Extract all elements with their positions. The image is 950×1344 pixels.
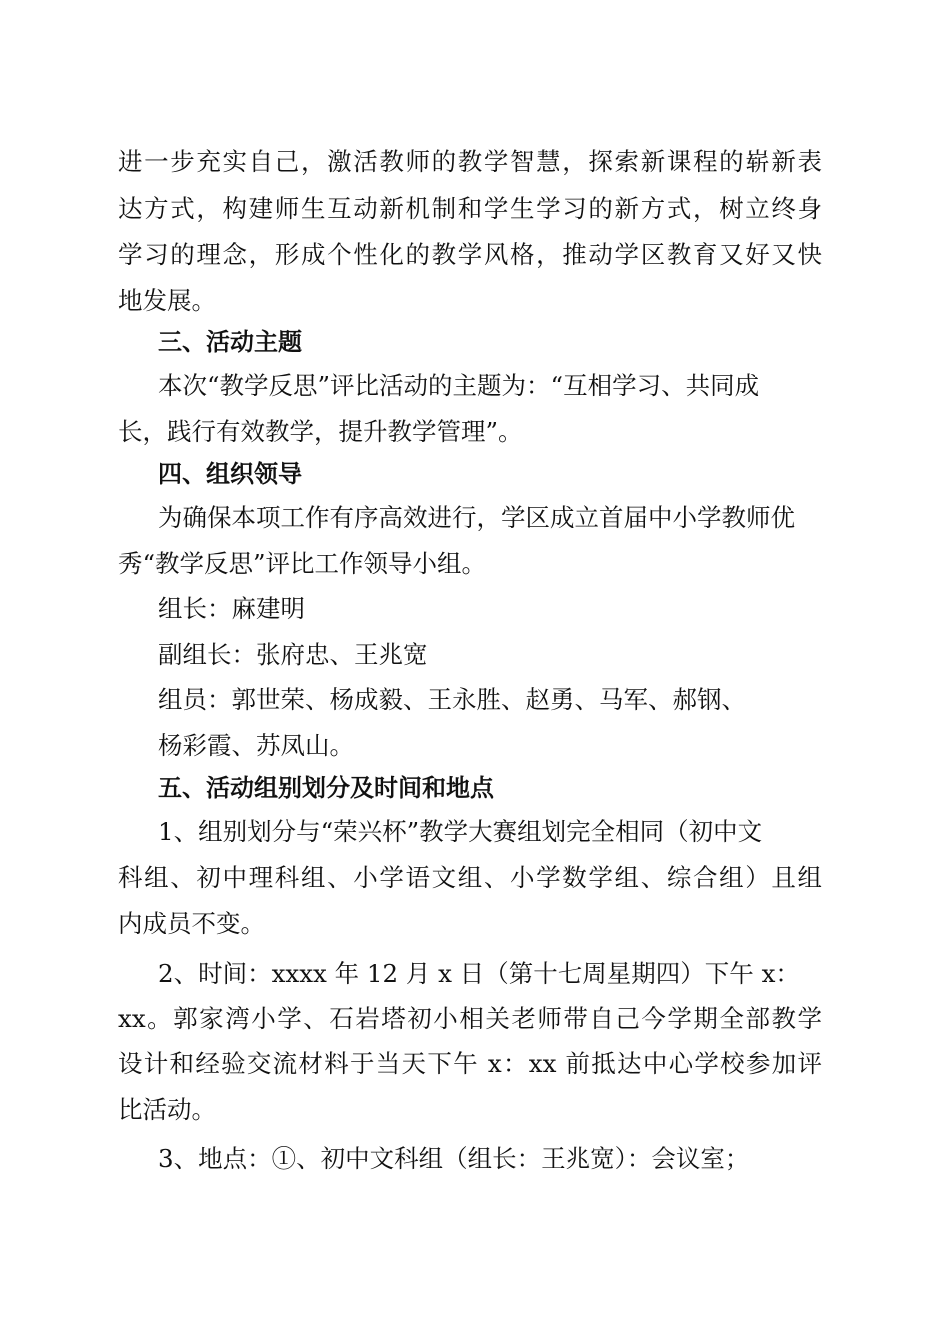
members-line-2: 杨彩霞、苏凤山。: [158, 731, 354, 760]
section3-line-1: 本次“教学反思”评比活动的主题为：“互相学习、共同成: [158, 371, 760, 400]
intro-line-4: 地发展。: [118, 286, 216, 315]
item1-line-3: 内成员不变。: [118, 909, 265, 938]
item2-line-4: 比活动。: [118, 1095, 216, 1124]
intro-line-2: 达方式，构建师生互动新机制和学生学习的新方式，树立终身: [118, 194, 822, 223]
item2-line-3: 设计和经验交流材料于当天下午 x：xx 前抵达中心学校参加评: [118, 1049, 822, 1078]
section3-line-2: 长，践行有效教学，提升教学管理”。: [118, 417, 523, 446]
item3-line-1: 3、地点：①、初中文科组（组长：王兆宽）：会议室；: [158, 1144, 750, 1173]
section3-heading: 三、活动主题: [158, 328, 302, 356]
section4-line-1: 为确保本项工作有序高效进行，学区成立首届中小学教师优: [158, 503, 795, 532]
vice-leader-line: 副组长：张府忠、王兆宽: [158, 640, 428, 669]
section5-heading: 五、活动组别划分及时间和地点: [158, 774, 494, 802]
item2-line-2: xx。郭家湾小学、石岩塔初小相关老师带自己今学期全部教学: [118, 1004, 822, 1033]
leader-line: 组长：麻建明: [158, 594, 305, 623]
members-line-1: 组员：郭世荣、杨成毅、王永胜、赵勇、马军、郝钢、: [158, 685, 746, 714]
section4-line-2: 秀“教学反思”评比工作领导小组。: [118, 549, 487, 578]
item1-line-1: 1、组别划分与“荣兴杯”教学大赛组划完全相同（初中文: [158, 817, 763, 846]
intro-line-3: 学习的理念，形成个性化的教学风格，推动学区教育又好又快: [118, 240, 822, 269]
intro-line-1: 进一步充实自己，激活教师的教学智慧，探索新课程的崭新表: [118, 147, 822, 176]
item1-line-2: 科组、初中理科组、小学语文组、小学数学组、综合组）且组: [118, 863, 822, 892]
item2-line-1: 2、时间：xxxx 年 12 月 x 日（第十七周星期四）下午 x：: [158, 959, 800, 988]
section4-heading: 四、组织领导: [158, 460, 302, 488]
